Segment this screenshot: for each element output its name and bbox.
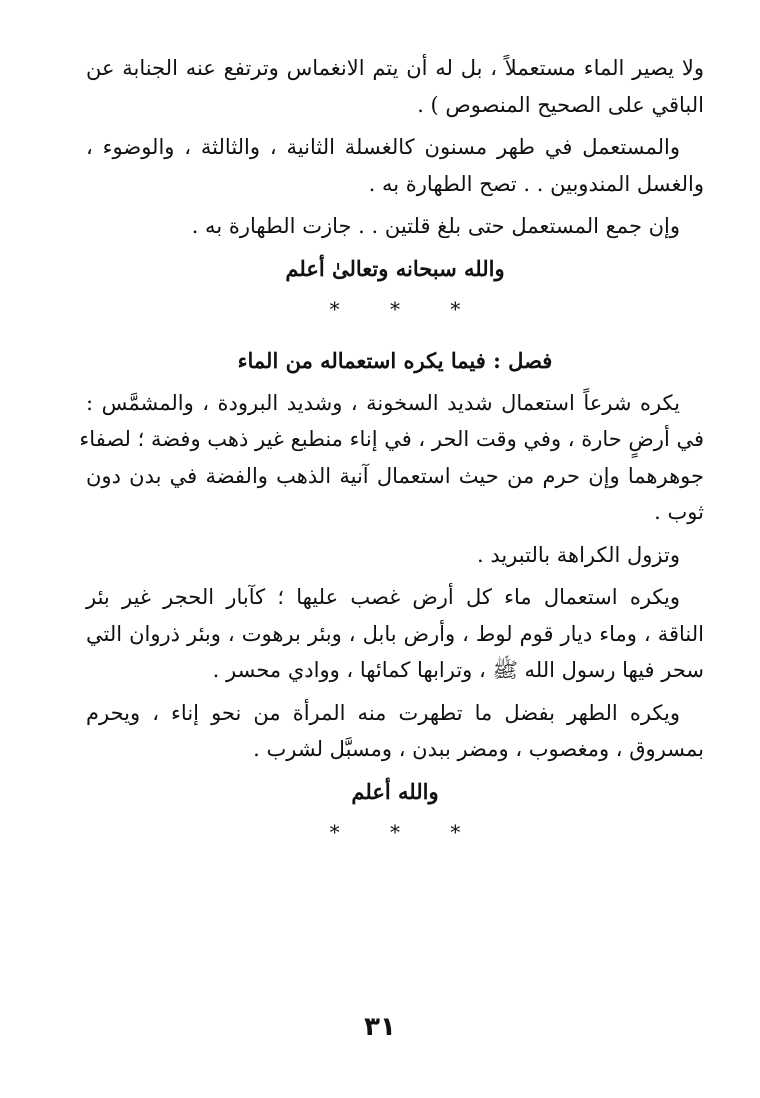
- text-line: في أرضٍ حارة ، وفي وقت الحر ، في إناء منطبع غير ذهب وفضة ؛ لصفاء: [79, 427, 704, 451]
- text-line: ويكره الطهر بفضل ما تطهرت منه المرأة من نحو إناء ، ويحرم: [86, 700, 680, 725]
- text-line: وإن جمع المستعمل حتى بلغ قلتين . . جازت الطهارة به .: [191, 214, 680, 238]
- paragraph-two-qullas: [86, 208, 704, 245]
- text-line: الباقي على الصحيح المنصوص ) .: [417, 92, 704, 117]
- text-line: ولا يصير الماء مستعملاً ، بل له أن يتم الانغماس وترتفع عنه الجنابة عن: [86, 56, 704, 80]
- paragraph-immersion: [86, 50, 704, 123]
- page-content: [79, 50, 704, 864]
- paragraph-leftover-water: [86, 695, 704, 768]
- text-line: سحر فيها رسول الله ﷺ ، وترابها كمائها ، ووادي محسر .: [212, 658, 704, 682]
- paragraph-usurped-land: [86, 579, 704, 689]
- paragraph-sunnah-purification: [86, 129, 704, 202]
- closing-formula: والله سبحانه وتعالىٰ أعلم: [285, 255, 505, 281]
- text-line: الناقة ، وماء ديار قوم لوط ، وأرض بابل ، وبئر برهوت ، وبئر ذروان التي: [86, 621, 704, 646]
- text-line: يكره شرعاً استعمال شديد السخونة ، وشديد البرودة ، والمشمَّس :: [86, 390, 680, 415]
- section-heading: فصل : فيما يكره استعماله من الماء: [237, 347, 553, 373]
- page-number: ٣١: [364, 1012, 396, 1042]
- text-line: والغسل المندوبين . . تصح الطهارة به .: [368, 171, 704, 196]
- section-divider: * * *: [329, 819, 483, 844]
- paragraph-disliked-water: [79, 385, 704, 531]
- text-line: جوهرهما وإن حرم من حيث استعمال آنية الذهب والفضة في بدن دون: [86, 463, 704, 488]
- text-line: ثوب .: [654, 500, 704, 524]
- paragraph-cooling: [86, 537, 704, 574]
- text-line: بمسروق ، ومغصوب ، ومضر ببدن ، ومسبَّل لشرب .: [253, 737, 704, 761]
- text-line: والمستعمل في طهر مسنون كالغسلة الثانية ، والثالثة ، والوضوء ،: [86, 135, 680, 159]
- section-divider: * * *: [329, 296, 483, 321]
- text-line: وتزول الكراهة بالتبريد .: [476, 542, 680, 567]
- closing-formula: والله أعلم: [351, 778, 439, 804]
- text-line: ويكره استعمال ماء كل أرض غصب عليها ؛ كآبار الحجر غير بئر: [86, 585, 680, 609]
